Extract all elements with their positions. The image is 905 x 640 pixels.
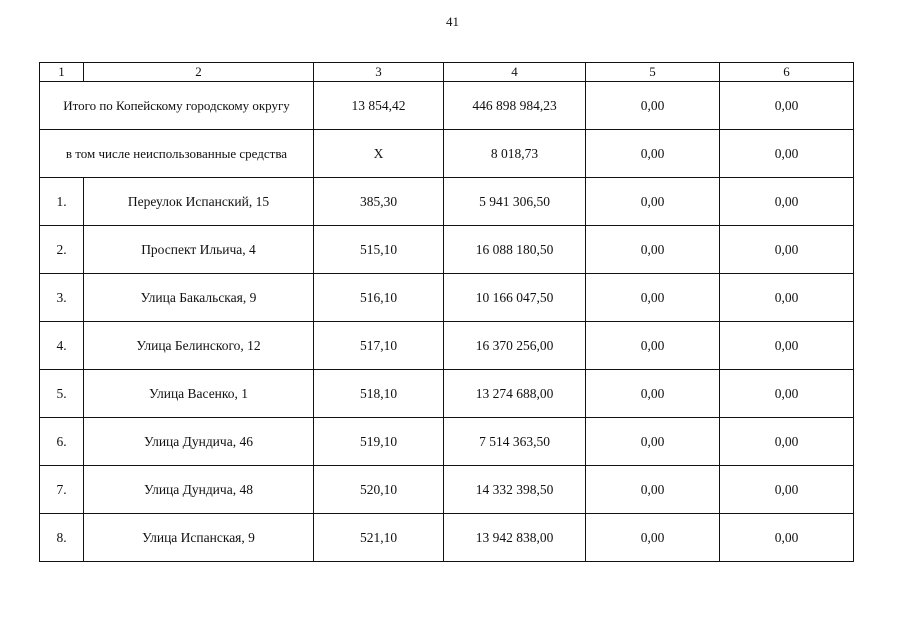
row-col6: 0,00 [720,274,854,322]
row-address: Проспект Ильича, 4 [84,226,314,274]
row-col6: 0,00 [720,466,854,514]
row-address: Переулок Испанский, 15 [84,178,314,226]
row-address: Улица Дундича, 46 [84,418,314,466]
unused-funds-label: в том числе неиспользованные средства [40,130,314,178]
row-col5: 0,00 [586,466,720,514]
table-row [40,370,854,418]
row-address: Улица Бакальская, 9 [84,274,314,322]
row-number: 2. [40,226,84,274]
row-area: 517,10 [314,322,444,370]
row-number: 1. [40,178,84,226]
row-col6: 0,00 [720,370,854,418]
data-table [39,62,854,562]
row-col6: 0,00 [720,226,854,274]
row-area: 518,10 [314,370,444,418]
row-col5: 0,00 [586,418,720,466]
row-amount: 16 370 256,00 [444,322,586,370]
row-number: 3. [40,274,84,322]
row-amount: 13 274 688,00 [444,370,586,418]
row-amount: 7 514 363,50 [444,418,586,466]
unused-funds-area: Х [314,130,444,178]
total-amount: 446 898 984,23 [444,82,586,130]
table-row [40,418,854,466]
row-number: 7. [40,466,84,514]
column-number: 4 [444,63,586,82]
row-number: 6. [40,418,84,466]
page-number: 41 [446,14,459,29]
column-number: 2 [84,63,314,82]
row-col6: 0,00 [720,178,854,226]
row-address: Улица Васенко, 1 [84,370,314,418]
row-col6: 0,00 [720,418,854,466]
total-col6: 0,00 [720,82,854,130]
row-amount: 13 942 838,00 [444,514,586,562]
row-area: 516,10 [314,274,444,322]
row-col6: 0,00 [720,514,854,562]
total-row [40,82,854,130]
total-label: Итого по Копейскому городскому округу [40,82,314,130]
row-area: 521,10 [314,514,444,562]
total-col5: 0,00 [586,82,720,130]
table-row [40,514,854,562]
row-number: 5. [40,370,84,418]
row-number: 8. [40,514,84,562]
row-col5: 0,00 [586,226,720,274]
table-row [40,274,854,322]
table-row [40,466,854,514]
row-col5: 0,00 [586,178,720,226]
row-col5: 0,00 [586,370,720,418]
row-area: 385,30 [314,178,444,226]
row-area: 520,10 [314,466,444,514]
row-col6: 0,00 [720,322,854,370]
table-row [40,322,854,370]
column-number: 5 [586,63,720,82]
row-amount: 14 332 398,50 [444,466,586,514]
row-col5: 0,00 [586,322,720,370]
unused-funds-col6: 0,00 [720,130,854,178]
total-area: 13 854,42 [314,82,444,130]
row-area: 515,10 [314,226,444,274]
row-area: 519,10 [314,418,444,466]
row-col5: 0,00 [586,514,720,562]
column-number: 1 [40,63,84,82]
column-number: 6 [720,63,854,82]
row-amount: 16 088 180,50 [444,226,586,274]
row-col5: 0,00 [586,274,720,322]
row-amount: 5 941 306,50 [444,178,586,226]
row-number: 4. [40,322,84,370]
unused-funds-amount: 8 018,73 [444,130,586,178]
row-address: Улица Испанская, 9 [84,514,314,562]
row-address: Улица Дундича, 48 [84,466,314,514]
unused-funds-col5: 0,00 [586,130,720,178]
table-row [40,178,854,226]
column-number-row [40,63,854,82]
unused-funds-row [40,130,854,178]
table-row [40,226,854,274]
row-address: Улица Белинского, 12 [84,322,314,370]
column-number: 3 [314,63,444,82]
row-amount: 10 166 047,50 [444,274,586,322]
